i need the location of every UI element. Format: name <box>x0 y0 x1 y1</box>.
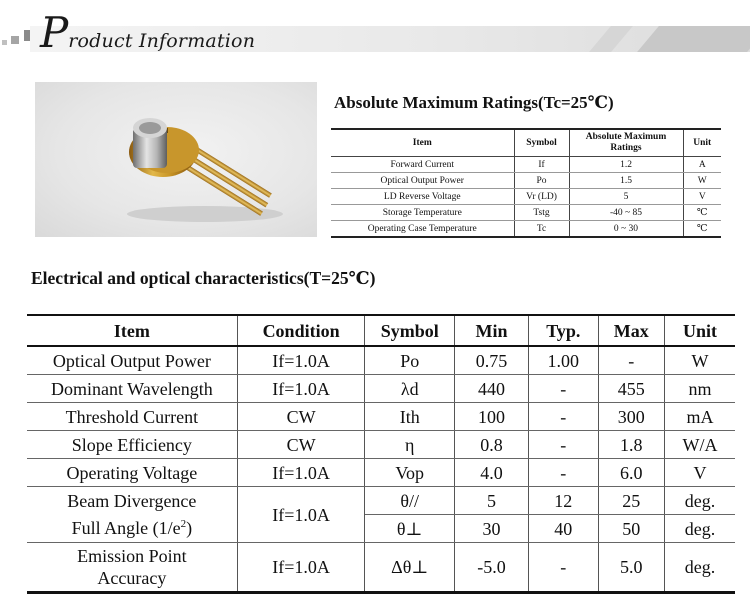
abs-unit: W <box>683 173 721 189</box>
abs-row <box>331 221 721 238</box>
eo-row-beam-parallel <box>27 487 735 515</box>
abs-symbol: Tc <box>514 221 569 238</box>
banner-square-small <box>2 40 7 45</box>
eo-symbol: Ith <box>365 403 455 431</box>
eo-col-typ: Typ. <box>529 315 598 346</box>
eo-min: 0.8 <box>455 431 529 459</box>
eo-condition: If=1.0A <box>237 346 365 375</box>
eo-min: 5 <box>455 487 529 515</box>
eo-item: Dominant Wavelength <box>27 375 237 403</box>
eo-condition: CW <box>237 403 365 431</box>
abs-item: Storage Temperature <box>331 205 514 221</box>
abs-row <box>331 189 721 205</box>
abs-row <box>331 173 721 189</box>
banner-stripe-2 <box>637 26 750 52</box>
abs-unit: V <box>683 189 721 205</box>
abs-symbol: Tstg <box>514 205 569 221</box>
eo-condition: If=1.0A <box>237 459 365 487</box>
eo-unit: W <box>665 346 735 375</box>
eo-unit: nm <box>665 375 735 403</box>
eo-max: 50 <box>598 515 665 543</box>
eo-row <box>27 431 735 459</box>
abs-value: 1.5 <box>569 173 683 189</box>
eo-typ: 40 <box>529 515 598 543</box>
abs-max-title: Absolute Maximum Ratings(Tc=25℃) <box>334 93 614 112</box>
eo-symbol: θ⊥ <box>365 515 455 543</box>
eo-col-unit: Unit <box>665 315 735 346</box>
abs-unit: ℃ <box>683 221 721 238</box>
eo-row <box>27 375 735 403</box>
eo-header-row <box>27 315 735 346</box>
eo-typ: - <box>529 543 598 593</box>
eo-unit: deg. <box>665 487 735 515</box>
eo-unit: deg. <box>665 543 735 593</box>
eo-max: - <box>598 346 665 375</box>
abs-col-symbol: Symbol <box>514 129 569 157</box>
eo-unit: mA <box>665 403 735 431</box>
eo-col-condition: Condition <box>237 315 365 346</box>
eo-min: 0.75 <box>455 346 529 375</box>
eo-symbol: η <box>365 431 455 459</box>
eo-item-emission-line2: Accuracy <box>97 568 167 588</box>
abs-item: Forward Current <box>331 157 514 173</box>
eo-item-beam-line1: Beam Divergence <box>67 490 197 511</box>
eo-item: Slope Efficiency <box>27 431 237 459</box>
eo-item-beam-sup: 2 <box>180 517 187 530</box>
eo-col-max: Max <box>598 315 665 346</box>
eo-min: 100 <box>455 403 529 431</box>
abs-col-ratings: Absolute Maximum Ratings <box>569 129 683 157</box>
eo-min: -5.0 <box>455 543 529 593</box>
laser-diode-illustration <box>35 82 317 237</box>
eo-item-beam-line2: Full Angle (1/e <box>71 517 181 538</box>
abs-symbol: Vr (LD) <box>514 189 569 205</box>
eo-row <box>27 346 735 375</box>
eo-unit: V <box>665 459 735 487</box>
eo-row-emission <box>27 543 735 593</box>
abs-value: 5 <box>569 189 683 205</box>
abs-unit: ℃ <box>683 205 721 221</box>
eo-condition: CW <box>237 431 365 459</box>
abs-max-header-row <box>331 129 721 157</box>
eo-item-emission <box>27 543 237 593</box>
eo-typ: 1.00 <box>529 346 598 375</box>
abs-symbol: Po <box>514 173 569 189</box>
eo-unit: W/A <box>665 431 735 459</box>
product-photo <box>35 82 317 237</box>
eo-symbol: θ// <box>365 487 455 515</box>
eo-condition: If=1.0A <box>237 543 365 593</box>
abs-item: LD Reverse Voltage <box>331 189 514 205</box>
eo-typ: - <box>529 459 598 487</box>
abs-value: -40 ~ 85 <box>569 205 683 221</box>
eo-symbol: λd <box>365 375 455 403</box>
banner-square-medium <box>11 36 19 44</box>
eo-symbol: Po <box>365 346 455 375</box>
eo-max: 25 <box>598 487 665 515</box>
eo-item-beam <box>27 487 237 543</box>
eo-item-beam-close: ) <box>186 517 193 538</box>
eo-unit: deg. <box>665 515 735 543</box>
abs-max-table <box>331 128 721 238</box>
eo-condition-beam: If=1.0A <box>237 487 365 543</box>
eo-item-emission-line1: Emission Point <box>77 546 187 566</box>
section-title-rest: roduct Information <box>68 30 256 52</box>
eo-col-item: Item <box>27 315 237 346</box>
eo-title: Electrical and optical characteristics(T=25℃) <box>31 268 376 288</box>
eo-max: 1.8 <box>598 431 665 459</box>
eo-item: Optical Output Power <box>27 346 237 375</box>
eo-symbol: Δθ⊥ <box>365 543 455 593</box>
abs-value: 0 ~ 30 <box>569 221 683 238</box>
abs-col-unit: Unit <box>683 129 721 157</box>
eo-row <box>27 459 735 487</box>
section-title <box>40 8 256 57</box>
section-banner <box>0 0 750 60</box>
eo-typ: 12 <box>529 487 598 515</box>
abs-row <box>331 157 721 173</box>
eo-max: 455 <box>598 375 665 403</box>
eo-min: 30 <box>455 515 529 543</box>
eo-item: Operating Voltage <box>27 459 237 487</box>
eo-typ: - <box>529 403 598 431</box>
eo-min: 440 <box>455 375 529 403</box>
section-title-initial: P <box>40 8 69 57</box>
abs-symbol: If <box>514 157 569 173</box>
eo-col-min: Min <box>455 315 529 346</box>
eo-condition: If=1.0A <box>237 375 365 403</box>
eo-item: Threshold Current <box>27 403 237 431</box>
eo-max: 5.0 <box>598 543 665 593</box>
abs-item: Optical Output Power <box>331 173 514 189</box>
eo-min: 4.0 <box>455 459 529 487</box>
abs-unit: A <box>683 157 721 173</box>
abs-item: Operating Case Temperature <box>331 221 514 238</box>
eo-typ: - <box>529 431 598 459</box>
eo-table <box>27 314 735 594</box>
eo-row <box>27 403 735 431</box>
eo-max: 300 <box>598 403 665 431</box>
abs-value: 1.2 <box>569 157 683 173</box>
abs-row <box>331 205 721 221</box>
eo-max: 6.0 <box>598 459 665 487</box>
eo-symbol: Vop <box>365 459 455 487</box>
eo-typ: - <box>529 375 598 403</box>
eo-col-symbol: Symbol <box>365 315 455 346</box>
abs-col-item: Item <box>331 129 514 157</box>
